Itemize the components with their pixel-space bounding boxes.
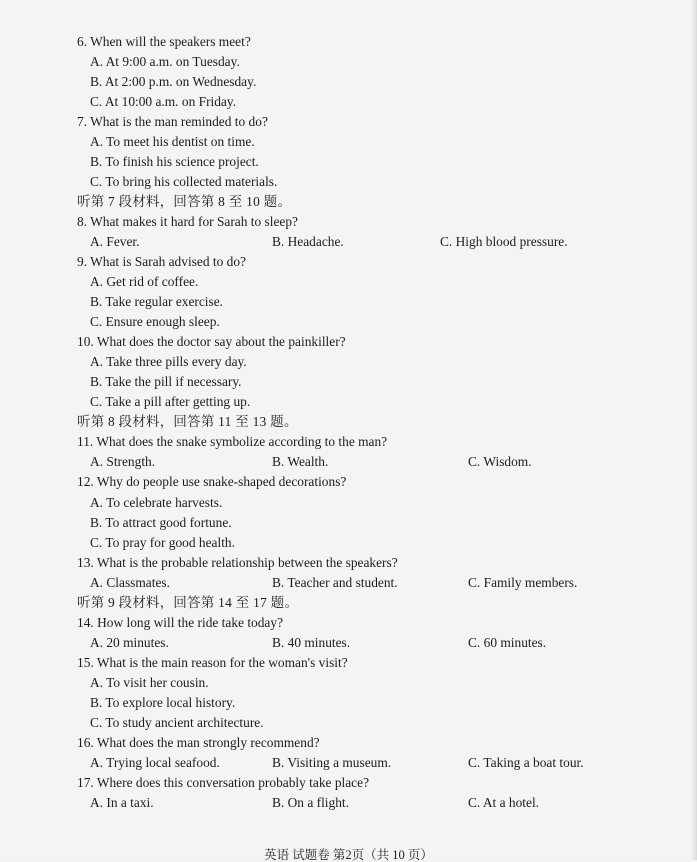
question-17-stem: 17. Where does this conversation probably take place? xyxy=(77,775,370,790)
question-10-option-a: A. Take three pills every day. xyxy=(90,354,247,369)
question-13-option-c: C. Family members. xyxy=(468,575,578,590)
question-7-stem: 7. What is the man reminded to do? xyxy=(77,114,268,129)
section-8-instruction: 听第 8 段材料，回答第 11 至 13 题。 xyxy=(77,414,298,429)
question-16-option-a: A. Trying local seafood. xyxy=(90,755,220,770)
question-17-option-a: A. In a taxi. xyxy=(90,795,154,810)
question-15-option-b: B. To explore local history. xyxy=(90,695,236,710)
question-9-option-b: B. Take regular exercise. xyxy=(90,294,224,309)
question-8-stem: 8. What makes it hard for Sarah to sleep? xyxy=(77,214,298,229)
question-12-option-c: C. To pray for good health. xyxy=(90,535,235,550)
question-6-stem: 6. When will the speakers meet? xyxy=(77,34,251,49)
question-8-option-b: B. Headache. xyxy=(272,234,344,249)
page-edge-shadow xyxy=(691,0,697,860)
question-6-option-a: A. At 9:00 a.m. on Tuesday. xyxy=(90,54,240,69)
question-12-option-b: B. To attract good fortune. xyxy=(90,515,232,530)
question-11-option-b: B. Wealth. xyxy=(272,454,329,469)
question-12-stem: 12. Why do people use snake-shaped decorations? xyxy=(77,474,347,489)
question-14-stem: 14. How long will the ride take today? xyxy=(77,615,284,630)
page-footer: 英语 试题卷 第2页（共 10 页） xyxy=(264,848,433,862)
question-13-option-a: A. Classmates. xyxy=(90,575,170,590)
question-9-option-a: A. Get rid of coffee. xyxy=(90,274,199,289)
question-17-option-c: C. At a hotel. xyxy=(468,795,540,810)
question-8-option-c: C. High blood pressure. xyxy=(440,234,568,249)
question-16-option-c: C. Taking a boat tour. xyxy=(468,755,584,770)
question-9-stem: 9. What is Sarah advised to do? xyxy=(77,254,246,269)
question-6-option-c: C. At 10:00 a.m. on Friday. xyxy=(90,94,237,109)
question-14-option-a: A. 20 minutes. xyxy=(90,635,169,650)
question-13-option-b: B. Teacher and student. xyxy=(272,575,398,590)
question-11-option-c: C. Wisdom. xyxy=(468,454,532,469)
question-6-option-b: B. At 2:00 p.m. on Wednesday. xyxy=(90,74,257,89)
question-11-stem: 11. What does the snake symbolize according to the man? xyxy=(77,434,388,449)
question-8-option-a: A. Fever. xyxy=(90,234,140,249)
question-10-option-c: C. Take a pill after getting up. xyxy=(90,394,251,409)
question-10-stem: 10. What does the doctor say about the painkiller? xyxy=(77,334,346,349)
question-16-stem: 16. What does the man strongly recommend? xyxy=(77,735,320,750)
section-7-instruction: 听第 7 段材料，回答第 8 至 10 题。 xyxy=(77,194,292,209)
question-13-stem: 13. What is the probable relationship between the speakers? xyxy=(77,555,398,570)
question-15-option-a: A. To visit her cousin. xyxy=(90,675,209,690)
question-16-option-b: B. Visiting a museum. xyxy=(272,755,392,770)
question-15-stem: 15. What is the main reason for the woman's visit? xyxy=(77,655,348,670)
question-7-option-a: A. To meet his dentist on time. xyxy=(90,134,255,149)
question-10-option-b: B. Take the pill if necessary. xyxy=(90,374,242,389)
section-9-instruction: 听第 9 段材料，回答第 14 至 17 题。 xyxy=(77,595,299,610)
question-12-option-a: A. To celebrate harvests. xyxy=(90,495,223,510)
question-15-option-c: C. To study ancient architecture. xyxy=(90,715,264,730)
question-9-option-c: C. Ensure enough sleep. xyxy=(90,314,220,329)
question-14-option-c: C. 60 minutes. xyxy=(468,635,547,650)
question-7-option-b: B. To finish his science project. xyxy=(90,154,259,169)
question-7-option-c: C. To bring his collected materials. xyxy=(90,174,278,189)
question-14-option-b: B. 40 minutes. xyxy=(272,635,351,650)
question-17-option-b: B. On a flight. xyxy=(272,795,349,810)
question-11-option-a: A. Strength. xyxy=(90,454,156,469)
